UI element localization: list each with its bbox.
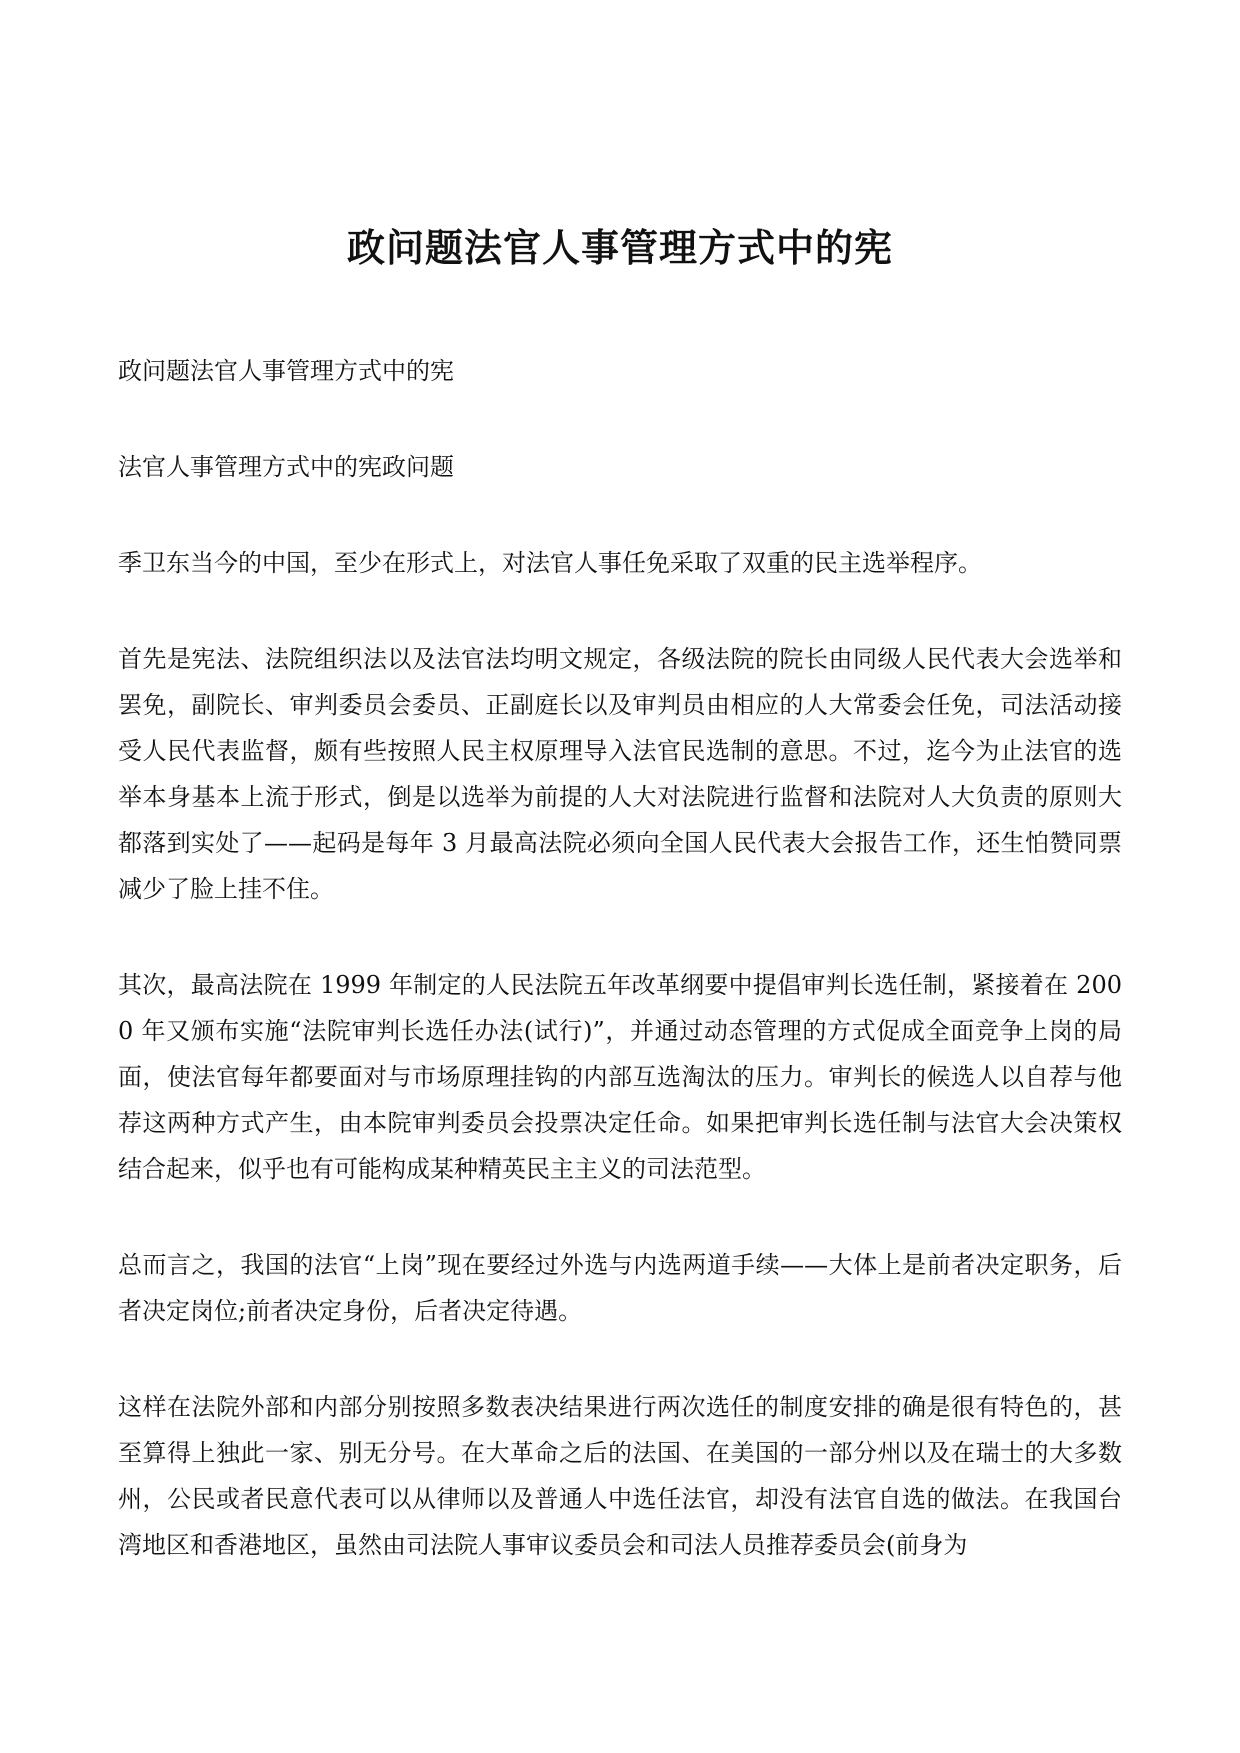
document-title: 政问题法官人事管理方式中的宪 (346, 225, 893, 270)
paragraph-comparison: 这样在法院外部和内部分别按照多数表决结果进行两次选任的制度安排的确是很有特色的，甚至算得上独此一家、别无分号。在大革命之后的法国、在美国的一部分州以及在瑞士的大多数州，公民或者民意代表可以从律师以及普通人中选任法官，却没有法官自选的做法。在我国台湾地区和香港地区，虽然由司法院人事审议委员会和司法人员推荐委员会(前身为 (118, 1393, 1122, 1559)
paragraph-second: 其次，最高法院在 1999 年制定的人民法院五年改革纲要中提倡审判长选任制，紧接着在 2000 年又颁布实施“法院审判长选任办法(试行)”，并通过动态管理的方式促成全面竞争上岗的局面，使法官每年都要面对与市场原理挂钩的内部互选淘汰的压力。审判长的候选人以自荐与他荐这两种方式产生，由本院审判委员会投票决定任命。如果把审判长选任制与法官大会决策权结合起来，似乎也有可能构成某种精英民主主义的司法范型。 (118, 971, 1122, 1183)
paragraph-summary: 总而言之，我国的法官“上岗”现在要经过外选与内选两道手续——大体上是前者决定职务，后者决定岗位;前者决定身份，后者决定待遇。 (118, 1251, 1122, 1325)
paragraph-subtitle-1: 政问题法官人事管理方式中的宪 (118, 357, 454, 385)
paragraph-subtitle-2: 法官人事管理方式中的宪政问题 (118, 453, 454, 481)
document-body (118, 348, 1122, 1618)
paragraph-first: 首先是宪法、法院组织法以及法官法均明文规定，各级法院的院长由同级人民代表大会选举和罢免，副院长、审判委员会委员、正副庭长以及审判员由相应的人大常委会任免，司法活动接受人民代表监督，颇有些按照人民主权原理导入法官民选制的意思。不过，迄今为止法官的选举本身基本上流于形式，倒是以选举为前提的人大对法院进行监督和法院对人大负责的原则大都落到实处了——起码是每年 3 月最高法院必须向全国人民代表大会报告工作，还生怕赞同票减少了脸上挂不住。 (118, 645, 1122, 903)
paragraph-intro: 季卫东当今的中国，至少在形式上，对法官人事任免采取了双重的民主选举程序。 (118, 549, 982, 577)
